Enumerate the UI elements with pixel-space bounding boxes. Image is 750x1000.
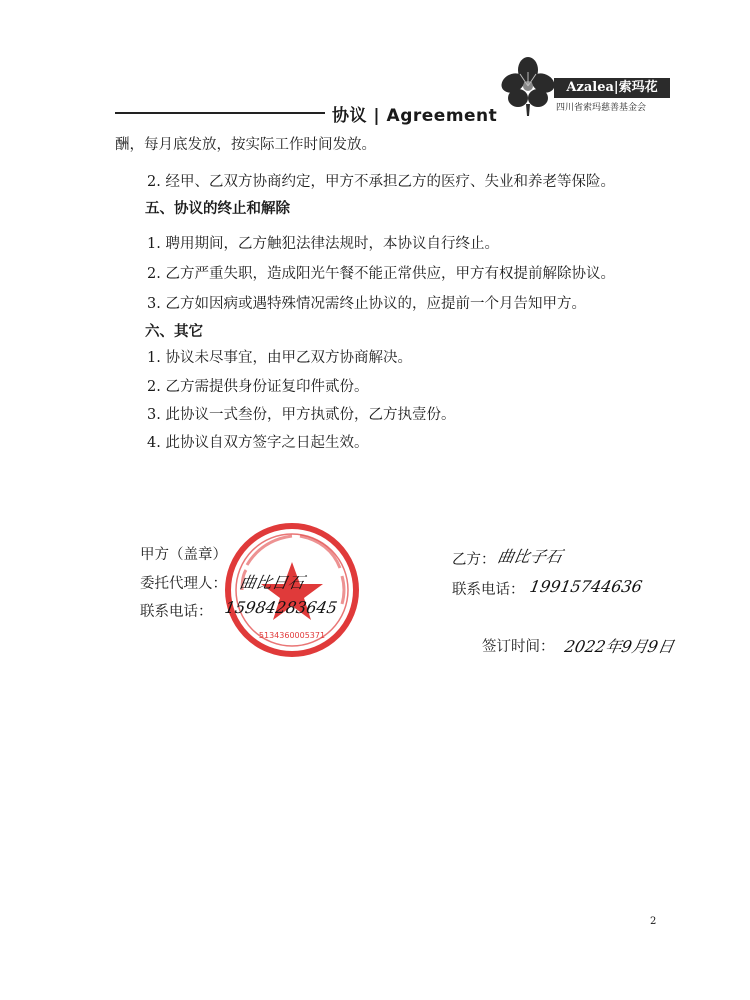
date-label: 签订时间： — [482, 639, 555, 655]
body-line: 2. 乙方需提供身份证复印件贰份。 — [147, 379, 369, 395]
body-line: 2. 经甲、乙双方协商约定，甲方不承担乙方的医疗、失业和养老等保险。 — [147, 174, 615, 190]
party-a-phone: 15984283645 — [223, 598, 339, 617]
header-rule — [115, 112, 325, 114]
party-a-label: 甲方（盖章） — [140, 547, 227, 563]
foundation-logo — [500, 56, 672, 118]
body-line: 2. 乙方严重失职，造成阳光午餐不能正常供应，甲方有权提前解除协议。 — [147, 266, 615, 282]
seal-number: 5134360005371 — [258, 631, 326, 640]
logo-name: Azalea|索玛花 — [554, 78, 670, 98]
party-b-phone-label: 联系电话： — [452, 582, 525, 598]
body-line: 3. 此协议一式叁份，甲方执贰份，乙方执壹份。 — [147, 407, 456, 423]
party-b-signature: 曲比子石 — [496, 547, 564, 566]
page-number: 2 — [650, 916, 657, 927]
party-b-phone: 19915744636 — [528, 577, 644, 596]
section-heading: 六、其它 — [145, 324, 203, 340]
body-line: 1. 聘用期间，乙方触犯法律法规时，本协议自行终止。 — [147, 236, 499, 252]
party-b-label: 乙方： — [452, 552, 496, 568]
body-line: 4. 此协议自双方签字之日起生效。 — [147, 435, 369, 451]
body-line: 1. 协议未尽事宜，由甲乙双方协商解决。 — [147, 350, 412, 366]
section-heading: 五、协议的终止和解除 — [145, 201, 290, 217]
date-value: 2022年9月9日 — [563, 637, 676, 656]
agent-signature: 曲比日石 — [238, 573, 306, 592]
azalea-flower-icon — [500, 56, 556, 116]
body-line: 3. 乙方如因病或遇特殊情况需终止协议的，应提前一个月告知甲方。 — [147, 296, 586, 312]
agent-label: 委托代理人： — [140, 576, 227, 592]
logo-subtitle: 四川省索玛慈善基金会 — [556, 103, 647, 113]
body-line: 酬，每月底发放，按实际工作时间发放。 — [115, 137, 376, 153]
header-title: 协议 | Agreement — [332, 106, 498, 126]
party-a-phone-label: 联系电话： — [140, 604, 213, 620]
